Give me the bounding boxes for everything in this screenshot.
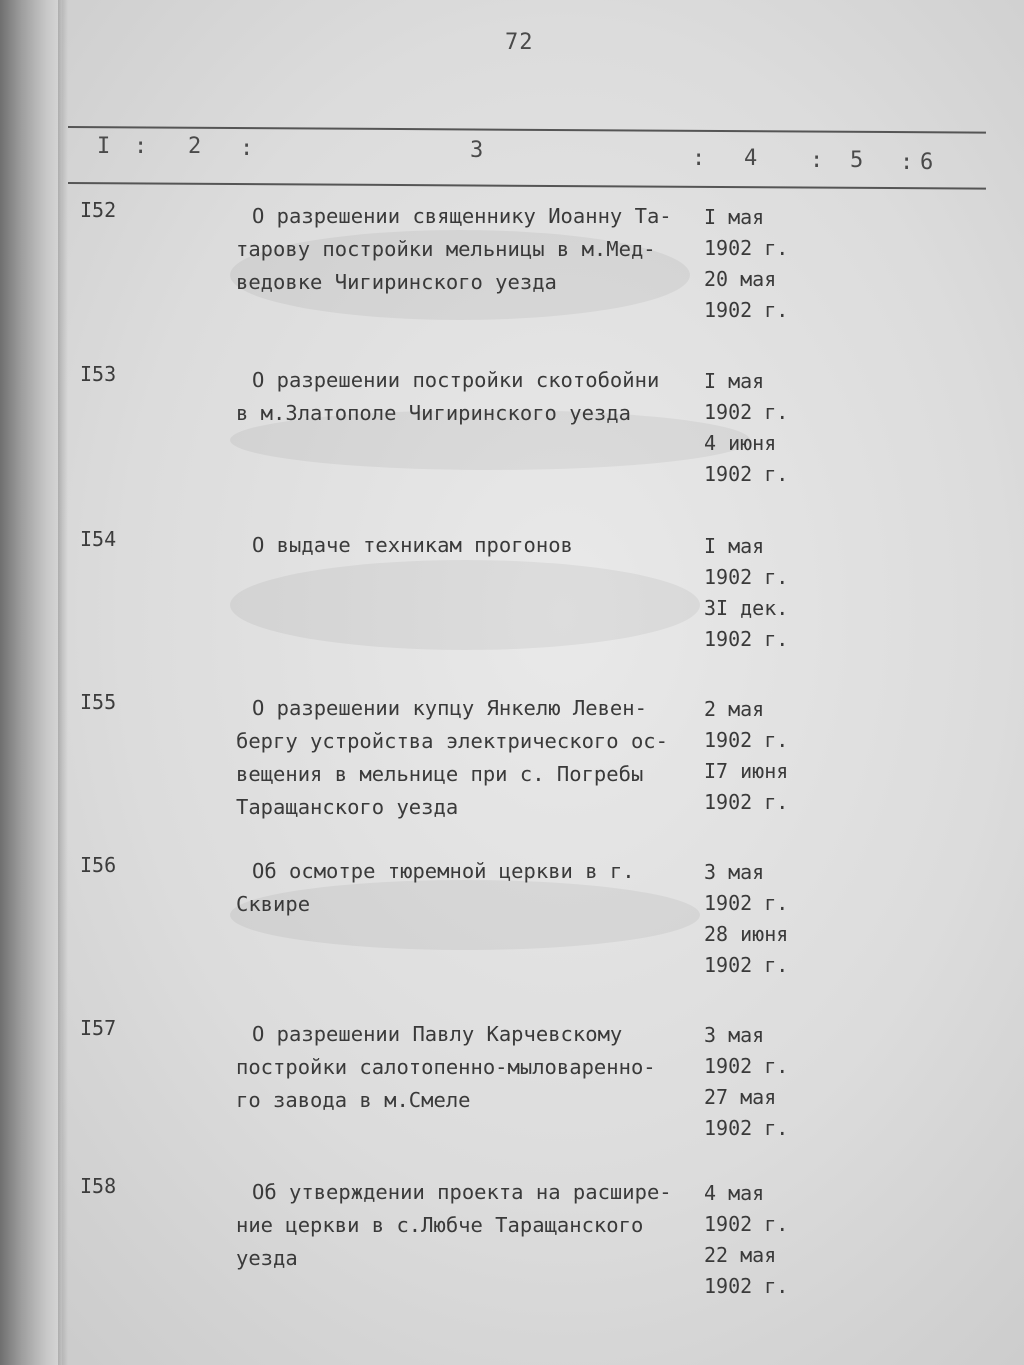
- entry-date-daymonth: 4 мая: [704, 1181, 765, 1205]
- entry-description-line: Сквире: [236, 892, 311, 916]
- entry-date-daymonth: I мая: [704, 205, 765, 229]
- entry-date-year: 1902 г.: [704, 1212, 789, 1236]
- entry-description-line: ние церкви в с.Любче Таращанского: [236, 1213, 644, 1237]
- entry-date-daymonth: 2 мая: [704, 697, 765, 721]
- column-separator: :: [810, 148, 824, 173]
- entry-description-line: О разрешении постройки скотобойни: [252, 368, 660, 392]
- entry-date-daymonth: 3 мая: [704, 1023, 765, 1047]
- column-header-6: 6: [920, 150, 934, 175]
- entry-date-year: 1902 г.: [704, 891, 789, 915]
- entry-date-daymonth: 28 июня: [704, 922, 789, 946]
- column-header-2: 2: [188, 134, 202, 159]
- entry-date-daymonth: 4 июня: [704, 431, 777, 455]
- entry-description: [236, 529, 706, 562]
- entry-description-line: в м.Златополе Чигиринского уезда: [236, 401, 631, 425]
- entry-description-line: ведовке Чигиринского уезда: [236, 270, 557, 294]
- entry-date-daymonth: 27 мая: [704, 1085, 777, 1109]
- entry-date-year: 1902 г.: [704, 790, 789, 814]
- entry-date-year: 1902 г.: [704, 298, 789, 322]
- entry-number: I54: [80, 527, 117, 551]
- entry-date-year: 1902 г.: [704, 400, 789, 424]
- entry-date-daymonth: 3I дек.: [704, 596, 789, 620]
- entry-number: I55: [80, 690, 117, 714]
- header-top-rule: [68, 126, 986, 134]
- entry-date-year: 1902 г.: [704, 1274, 789, 1298]
- entry-description-line: Об утверждении проекта на расшире-: [252, 1180, 672, 1204]
- bleed-through-smudge: [230, 560, 700, 650]
- entry-description-line: го завода в м.Смеле: [236, 1088, 471, 1112]
- entry-number: I56: [80, 853, 117, 877]
- column-separator: :: [134, 134, 148, 159]
- entry-date-year: 1902 г.: [704, 236, 789, 260]
- entry-number: I52: [80, 198, 117, 222]
- entry-date-daymonth: I7 июня: [704, 759, 789, 783]
- book-binding: [0, 0, 62, 1365]
- binding-shadow: [58, 0, 68, 1365]
- column-header-3: 3: [470, 138, 484, 163]
- entry-number: I57: [80, 1016, 117, 1040]
- entry-description-line: О разрешении купцу Янкелю Левен-: [252, 696, 647, 720]
- entry-description: [236, 1018, 706, 1117]
- entry-description: [236, 364, 706, 430]
- entry-date-daymonth: 20 мая: [704, 267, 777, 291]
- entry-description: [236, 692, 706, 824]
- entry-number: I58: [80, 1174, 117, 1198]
- entry-description-line: Об осмотре тюремной церкви в г.: [252, 859, 635, 883]
- entry-dates: [704, 1178, 788, 1302]
- entry-dates: [704, 531, 788, 655]
- entry-date-year: 1902 г.: [704, 1116, 789, 1140]
- entry-description-line: О разрешении Павлу Карчевскому: [252, 1022, 623, 1046]
- entry-number: I53: [80, 362, 117, 386]
- entry-date-year: 1902 г.: [704, 565, 789, 589]
- entry-date-year: 1902 г.: [704, 462, 789, 486]
- entry-description-line: О разрешении священнику Иоанну Та-: [252, 204, 672, 228]
- entry-dates: [704, 694, 788, 818]
- entry-dates: [704, 366, 788, 490]
- entry-date-daymonth: 3 мая: [704, 860, 765, 884]
- entry-description: [236, 1176, 706, 1275]
- header-bottom-rule: [68, 182, 986, 190]
- entry-description-line: Таращанского уезда: [236, 795, 459, 819]
- entry-dates: [704, 1020, 788, 1144]
- column-separator: :: [900, 150, 914, 175]
- entry-description: [236, 200, 706, 299]
- entry-dates: [704, 202, 788, 326]
- entry-date-daymonth: I мая: [704, 534, 765, 558]
- entry-date-year: 1902 г.: [704, 627, 789, 651]
- page-number: 72: [505, 30, 534, 55]
- entry-date-year: 1902 г.: [704, 953, 789, 977]
- entry-description-line: тарову постройки мельницы в м.Мед-: [236, 237, 656, 261]
- column-header-5: 5: [850, 148, 864, 173]
- entry-date-year: 1902 г.: [704, 728, 789, 752]
- entry-description-line: постройки салотопенно-мыловаренно-: [236, 1055, 656, 1079]
- entry-dates: [704, 857, 788, 981]
- entry-description: [236, 855, 706, 921]
- entry-date-year: 1902 г.: [704, 1054, 789, 1078]
- column-header-1: I: [97, 134, 111, 159]
- column-separator: :: [240, 136, 254, 161]
- entry-description-line: вещения в мельнице при с. Погребы: [236, 762, 644, 786]
- entry-description-line: О выдаче техникам прогонов: [252, 533, 573, 557]
- column-header-4: 4: [744, 146, 758, 171]
- entry-description-line: бергу устройства электрического ос-: [236, 729, 668, 753]
- column-separator: :: [692, 146, 706, 171]
- entry-date-daymonth: I мая: [704, 369, 765, 393]
- entry-description-line: уезда: [236, 1246, 298, 1270]
- entry-date-daymonth: 22 мая: [704, 1243, 777, 1267]
